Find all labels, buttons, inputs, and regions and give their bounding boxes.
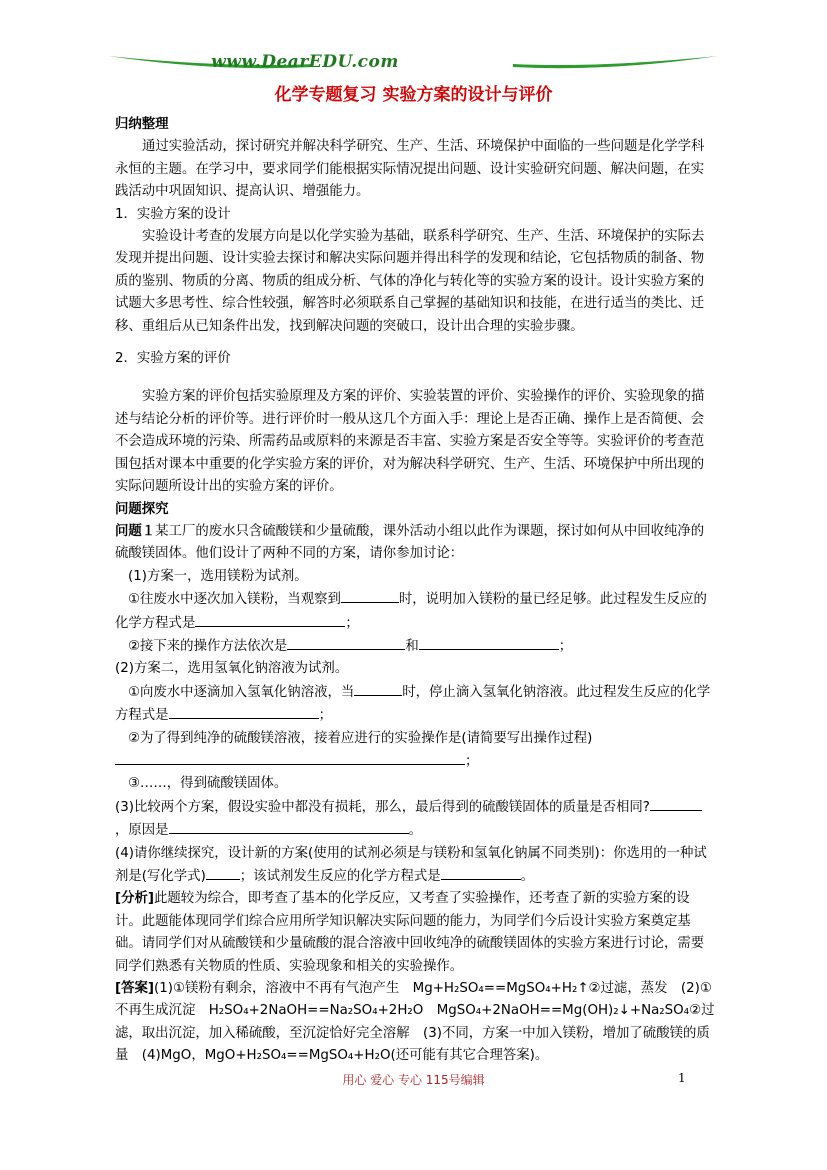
answer-blank[interactable] — [341, 588, 399, 603]
problem-text: 某工厂的废水只含硫酸镁和少量硫酸，课外活动小组以此作为课题，探讨如何从中回收纯净的硫酸镁固体。他们设计了两种不同的方案，请你参加讨论： — [115, 523, 705, 562]
paragraph: 实验设计考查的发展方向是以化学实验为基础，联系科学研究、生产、生活、环境保护的实际去发现并提出问题、设计实验去探讨和解决实际问题并得出科学的发现和结论，它包括物质的制备、物质的鉴别、物质的分离、物质的组成分析、气体的净化与转化等的实验方案的设计。设计实验方案的试题大多思考性、综合性较强，解答时必须联系自己掌握的基础知识和技能，在进行适当的类比、迁移、重组后从已知条件出发，找到解决问题的突破口，设计出合理的实验步骤。 — [115, 229, 705, 334]
problem-stem — [115, 521, 715, 566]
answer-blank[interactable] — [287, 635, 405, 650]
question-2-3: ③……，得到硫酸镁固体。 — [128, 776, 288, 792]
answer-blank[interactable] — [419, 635, 559, 650]
section-heading: 归纳整理 — [115, 117, 169, 132]
answer-text: (1)①镁粉有剩余，溶液中不再有气泡产生 Mg+H₂SO₄==MgSO₄+H₂↑②过滤，蒸发 (2)①不再生成沉淀 H₂SO₄+2NaOH==Na₂SO₄+2H₂O MgSO₄+2NaOH==Mg(OH)₂↓+Na₂SO₄②过滤，取出沉淀，加入稀硫酸，至沉淀恰好完全溶解 (3)不同，方案一中加入镁粉，增加了硫酸镁的质量 (4)MgO，MgO+H₂SO₄==MgSO₄+H₂O(还可能有其它合理答案)。 — [115, 981, 715, 1064]
paragraph: 实验方案的评价包括实验原理及方案的评价、实验装置的评价、实验操作的评价、实验现象的描述与结论分析的评价等。进行评价时一般从这几个方面入手：理论上是否正确、操作上是否简便、会不会造成环境的污染、所需药品或原料的来源是否丰富、实验方案是否安全等等。实验评价的考查范围包括对课本中重要的化学实验方案的评价，对为解决科学研究、生产、生活、环境保护中所出现的实际问题所设计出的实验方案的评价。 — [115, 389, 705, 495]
question-4: (4)请你继续探究，设计新的方案(使用的试剂必须是与镁粉和氢氧化钠属不同类别)：你选用的一种试剂是(写化学式) ；该试剂发生反应的化学方程式是 。 — [115, 845, 707, 884]
subsection-heading: 2．实验方案的评价 — [115, 351, 231, 367]
subsection-heading: 1．实验方案的设计 — [115, 206, 231, 222]
answer-blank[interactable] — [169, 704, 319, 719]
question-3: (3)比较两个方案，假设实验中都没有损耗，那么，最后得到的硫酸镁固体的质量是否相同?，原因是 。 — [115, 796, 715, 843]
answer-blank[interactable] — [169, 819, 409, 834]
paragraph: 通过实验活动，探讨研究并解决科学研究、生产、生活、环境保护中面临的一些问题是化学学科永恒的主题。在学习中，要求同学们能根据实际情况提出问题、设计实验研究问题、解决问题，在实践活动中巩固知识、提高认识、增强能力。 — [115, 139, 705, 200]
section-heading: 问题探究 — [115, 501, 169, 517]
question-2: (2)方案二，选用氢氧化钠溶液为试剂。 — [115, 661, 349, 677]
analysis-text: 此题较为综合，即考查了基本的化学反应，又考查了实验操作，还考查了新的实验方案的设计。此题能体现同学们综合应用所学知识解决实际问题的能力，为同学们今后设计实验方案奠定基础。请同学们对从硫酸镁和少量硫酸的混合溶液中回收纯净的硫酸镁固体的实验方案进行讨论，需要同学们熟悉有关物质的性质、实验现象和相关的实验操作。 — [115, 891, 705, 974]
question-1-2: ②接下来的操作方法依次是 和 ； — [115, 635, 715, 658]
question-2-2-line: ； — [115, 750, 715, 773]
analysis-label: [分析] — [115, 891, 155, 907]
problem-label: 问题１ — [115, 523, 156, 539]
answer-blank[interactable] — [206, 865, 240, 880]
page-title: 化学专题复习 实验方案的设计与评价 — [274, 85, 553, 105]
question-2-1: ①向废水中逐滴加入氢氧化钠溶液，当 时，停止滴入氢氧化钠溶液。此过程发生反应的化学方程式是 ； — [115, 681, 715, 728]
page-footer: 用心 爱心 专心 115号编辑 — [342, 1073, 485, 1087]
answer-blank[interactable] — [195, 612, 345, 627]
answer-blank[interactable] — [115, 750, 465, 765]
analysis-paragraph — [115, 888, 715, 978]
question-1: (1)方案一，选用镁粉为试剂。 — [128, 568, 308, 584]
answer-blank[interactable] — [650, 796, 702, 811]
answer-blank[interactable] — [441, 865, 521, 880]
question-2-2: ②为了得到纯净的硫酸镁溶液，接着应进行的实验操作是(请简要写出操作过程) — [128, 730, 593, 746]
answer-blank[interactable] — [354, 681, 402, 696]
site-logo-text[interactable]: www.DearEDU.com — [211, 52, 399, 72]
answer-label: [答案] — [115, 981, 155, 997]
answer-paragraph — [115, 978, 715, 1068]
page-number: 1 — [678, 1071, 686, 1085]
document-body — [115, 114, 715, 1068]
question-1-1: ①往废水中逐次加入镁粉，当观察到 时，说明加入镁粉的量已经足够。此过程发生反应的化学方程式是 ； — [115, 588, 715, 635]
